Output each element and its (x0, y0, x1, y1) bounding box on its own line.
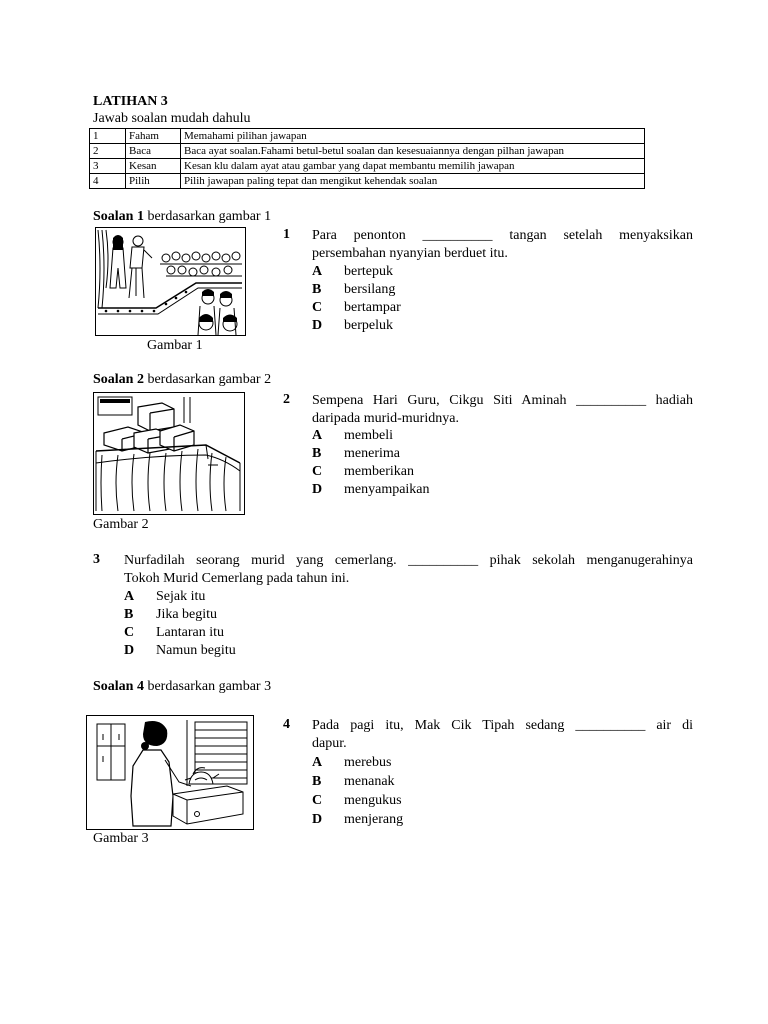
option-text: menerima (344, 446, 400, 461)
option-text: memberikan (344, 464, 414, 479)
option-text: mengukus (344, 793, 402, 808)
tip-step: Pilih (126, 174, 181, 189)
option-text: menanak (344, 774, 395, 789)
option-text: bersilang (344, 282, 396, 297)
gift-table-illustration (94, 393, 244, 514)
figure-1-stage-performance (95, 227, 246, 336)
option-letter: B (312, 446, 322, 461)
tip-number: 4 (90, 174, 126, 189)
question-3-option (124, 606, 217, 624)
question-2-heading (93, 372, 271, 388)
question-1-option (312, 281, 395, 299)
question-4-option (312, 792, 402, 810)
tip-step: Baca (126, 144, 181, 159)
question-3-line-1: Nurfadilah seorang murid yang cemerlang. __________ pihak sekolah menganugerahinya (124, 553, 693, 568)
question-2-line-1: Sempena Hari Guru, Cikgu Siti Aminah __________ hadiah (312, 393, 693, 408)
option-text: bertampar (344, 300, 401, 315)
option-text: Jika begitu (156, 607, 218, 622)
question-2-heading-bold: Soalan 2 (93, 372, 144, 387)
question-2-option (312, 481, 430, 499)
question-4-heading-bold: Soalan 4 (93, 679, 144, 694)
question-2-option (312, 463, 414, 481)
option-text: menyampaikan (344, 482, 430, 497)
option-letter: C (312, 300, 323, 315)
question-1-heading (93, 209, 271, 225)
option-text: berpeluk (344, 318, 393, 333)
tip-description: Baca ayat soalan.Fahami betul-betul soalan dan kesesuaiannya dengan pilhan jawapan (181, 144, 645, 159)
tip-step: Faham (126, 129, 181, 144)
question-4-option (312, 754, 391, 772)
question-2-option (312, 445, 400, 463)
tip-number: 3 (90, 159, 126, 174)
question-4-option (312, 811, 403, 829)
option-letter: B (124, 607, 134, 622)
question-3-line-2: Tokoh Murid Cemerlang pada tahun ini. (124, 571, 350, 586)
tip-description: Pilih jawapan paling tepat dan mengikut kehendak soalan (181, 174, 645, 189)
question-1-number: 1 (283, 227, 290, 242)
option-text: merebus (344, 755, 392, 770)
question-4-option (312, 773, 395, 791)
figure-3-caption: Gambar 3 (93, 831, 149, 846)
option-letter: B (312, 774, 322, 789)
figure-1-caption: Gambar 1 (147, 338, 203, 353)
option-letter: A (312, 755, 323, 770)
option-letter: C (124, 625, 135, 640)
table-row (90, 144, 645, 159)
question-1-line-2: persembahan nyanyian berduet itu. (312, 246, 508, 261)
table-row (90, 174, 645, 189)
question-3-option (124, 624, 224, 642)
question-3-option (124, 642, 236, 660)
question-4-number: 4 (283, 717, 290, 732)
question-3-number: 3 (93, 552, 100, 567)
tip-description: Kesan klu dalam ayat atau gambar yang dapat membantu memilih jawapan (181, 159, 645, 174)
question-2-line-2: daripada murid-muridnya. (312, 411, 459, 426)
tip-step: Kesan (126, 159, 181, 174)
figure-2-caption: Gambar 2 (93, 517, 149, 532)
question-4-heading-rest: berdasarkan gambar 3 (143, 679, 272, 694)
question-1-heading-rest: berdasarkan gambar 1 (143, 209, 272, 224)
page-subtitle: Jawab soalan mudah dahulu (93, 111, 251, 126)
option-text: membeli (344, 428, 393, 443)
question-3-option (124, 588, 205, 606)
figure-3-kitchen (86, 715, 254, 830)
question-2-option (312, 427, 393, 445)
question-4-line-2: dapur. (312, 736, 347, 751)
tip-number: 1 (90, 129, 126, 144)
table-row (90, 129, 645, 144)
option-text: menjerang (344, 812, 404, 827)
option-text: bertepuk (344, 264, 393, 279)
option-text: Namun begitu (156, 643, 236, 658)
option-letter: B (312, 282, 322, 297)
question-2-heading-rest: berdasarkan gambar 2 (143, 372, 272, 387)
tips-table (89, 128, 645, 189)
question-4-line-1: Pada pagi itu, Mak Cik Tipah sedang __________ air di (312, 718, 693, 733)
option-letter: D (124, 643, 135, 658)
page-title: LATIHAN 3 (93, 94, 168, 109)
question-4-heading (93, 679, 271, 695)
option-letter: A (312, 264, 323, 279)
table-row (90, 159, 645, 174)
option-text: Sejak itu (156, 589, 206, 604)
option-letter: D (312, 812, 323, 827)
option-letter: D (312, 482, 323, 497)
figure-2-gift-table (93, 392, 245, 515)
tip-description: Memahami pilihan jawapan (181, 129, 645, 144)
option-letter: C (312, 793, 323, 808)
option-text: Lantaran itu (156, 625, 225, 640)
question-1-option (312, 263, 393, 281)
question-1-option (312, 299, 401, 317)
question-1-line-1: Para penonton __________ tangan setelah menyaksikan (312, 228, 693, 243)
question-1-option (312, 317, 393, 335)
stage-illustration (96, 228, 245, 335)
option-letter: A (124, 589, 135, 604)
option-letter: A (312, 428, 323, 443)
option-letter: C (312, 464, 323, 479)
question-2-number: 2 (283, 392, 290, 407)
option-letter: D (312, 318, 323, 333)
kitchen-illustration (87, 716, 253, 829)
question-1-heading-bold: Soalan 1 (93, 209, 144, 224)
tip-number: 2 (90, 144, 126, 159)
